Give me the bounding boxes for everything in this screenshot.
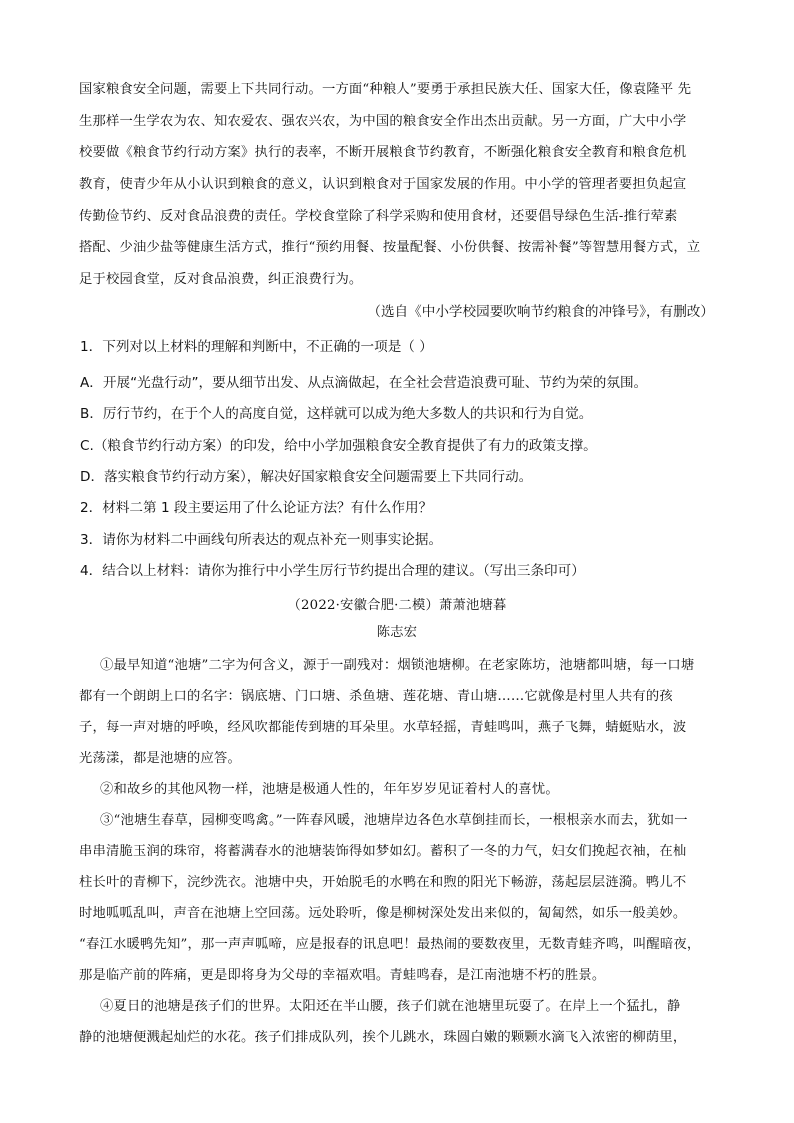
essay-line: 静的池塘便溅起灿烂的水花。孩子们排成队列，挨个儿跳水，珠圆白嫩的颗颗水滴飞入浓密的柳荫里， bbox=[79, 1030, 687, 1045]
essay-line: ①最早知道“池塘”二字为何含义，源于一副残对：烟锁池塘柳。在老家陈坊，池塘都叫塘，每一口塘 bbox=[100, 658, 695, 673]
paragraph-line: 传勤俭节约、反对食品浪费的责任。学校食堂除了科学采购和使用食材，还要倡导绿色生活-推行荤素 bbox=[79, 209, 678, 224]
essay-line: 都有一个朗朗上口的名字：锅底塘、门口塘、杀鱼塘、莲花塘、青山塘……它就像是村里人共有的孩 bbox=[79, 689, 673, 704]
question-4: 4．结合以上材料：请你为推行中小学生厉行节约提出合理的建议。（写出三条印可） bbox=[80, 563, 585, 579]
essay-line: 光荡漾，都是池塘的应答。 bbox=[79, 751, 241, 766]
essay-line: ③“池塘生春草，园柳变鸣禽。”一阵春风暖，池塘岸边各色水草倒挂而长，一根根亲水而去，犹如一 bbox=[100, 813, 688, 828]
paragraph-line: 足于校园食堂，反对食品浪费，纠正浪费行为。 bbox=[79, 272, 363, 287]
question-3: 3．请你为材料二中画线句所表达的观点补充一则事实论据。 bbox=[80, 532, 443, 548]
essay-line: 子，每一声对塘的呼唤，经风吹都能传到塘的耳朵里。水草轻摇，青蛙鸣叫，燕子飞舞，蜻蜓贴水，波 bbox=[79, 720, 687, 735]
essay-author: 陈志宏 bbox=[376, 625, 418, 640]
essay-title: （2022·安徽合肥·二模）萧萧池塘暮 bbox=[287, 598, 507, 613]
essay-line: ④夏日的池塘是孩子们的世界。太阳还在半山腰，孩子们就在池塘里玩耍了。在岸上一个猛扎，静 bbox=[100, 999, 681, 1014]
essay-line: “春江水暖鸭先知”，那一声声呱啼，应是报春的讯息吧！最热闹的要数夜里，无数青蛙齐鸣，叫醒暗夜， bbox=[79, 937, 701, 952]
question-1-option-c: C.（粮食节约行动方案）的印发，给中小学加强粮食安全教育提供了有力的政策支撑。 bbox=[80, 438, 597, 454]
paragraph-line: 搭配、少油少盐等健康生活方式，推行“预约用餐、按量配餐、小份供餐、按需补餐”等智慧用餐方式，立 bbox=[79, 240, 701, 255]
essay-line: 柱长叶的青柳下，浣纱洗衣。池塘中央，开始脱毛的水鸭在和煦的阳光下畅游，荡起层层涟漪。鸭儿不 bbox=[79, 875, 687, 890]
essay-line: 串串清脆玉润的珠帘，将蓄满春水的池塘装饰得如梦如幻。蓄积了一冬的力气，妇女们挽起衣袖，在杣 bbox=[79, 844, 687, 859]
paragraph-line: 教育，使青少年从小认识到粮食的意义，认识到粮食对于国家发展的作用。中小学的管理者要担负起宣 bbox=[79, 177, 687, 192]
essay-line: 时地呱呱乱叫，声音在池塘上空回荡。远处聆听，像是柳树深处发出来似的，匐匐然，如乐一般美妙。 bbox=[79, 906, 687, 921]
paragraph-line: 校要做《粮食节约行动方案》执行的表率，不断开展粮食节约教育，不断强化粮食安全教育和粮食危机 bbox=[79, 145, 687, 160]
question-1-stem: 1．下列对以上材料的理解和判断中，不正确的一项是（ ） bbox=[80, 339, 433, 355]
question-1-option-d: D．落实粮食节约行动方案），解决好国家粮食安全问题需要上下共同行动。 bbox=[80, 469, 533, 485]
question-2: 2．材料二第 1 段主要运用了什么论证方法？有什么作用？ bbox=[80, 500, 433, 516]
question-1-option-b: B．厉行节约，在于个人的高度自觉，这样就可以成为绝大多数人的共识和行为自觉。 bbox=[80, 406, 593, 422]
source-note: （选自《中小学校园要吹响节约粮食的冲锋号》，有删改） bbox=[367, 304, 714, 320]
paragraph-line: 生那样一生学农为农、知农爱农、强农兴农，为中国的粮食安全作出杰出贡献。另一方面，广大中小学 bbox=[79, 114, 687, 129]
essay-line: 那是临产前的阵痛，更是即将身为父母的幸福欢唱。青蛙鸣春，是江南池塘不朽的胜景。 bbox=[79, 968, 606, 983]
essay-line: ②和故乡的其他风物一样，池塘是极通人性的，年年岁岁见证着村人的喜忧。 bbox=[100, 782, 559, 797]
paragraph-line: 国家粮食安全问题，需要上下共同行动。一方面“种粮人”要勇于承担民族大任、国家大任，像袁隆平 先 bbox=[79, 82, 692, 97]
question-1-option-a: A．开展“光盘行动”，要从细节出发、从点滴做起，在全社会营造浪费可耻、节约为荣的氛围。 bbox=[80, 375, 648, 391]
